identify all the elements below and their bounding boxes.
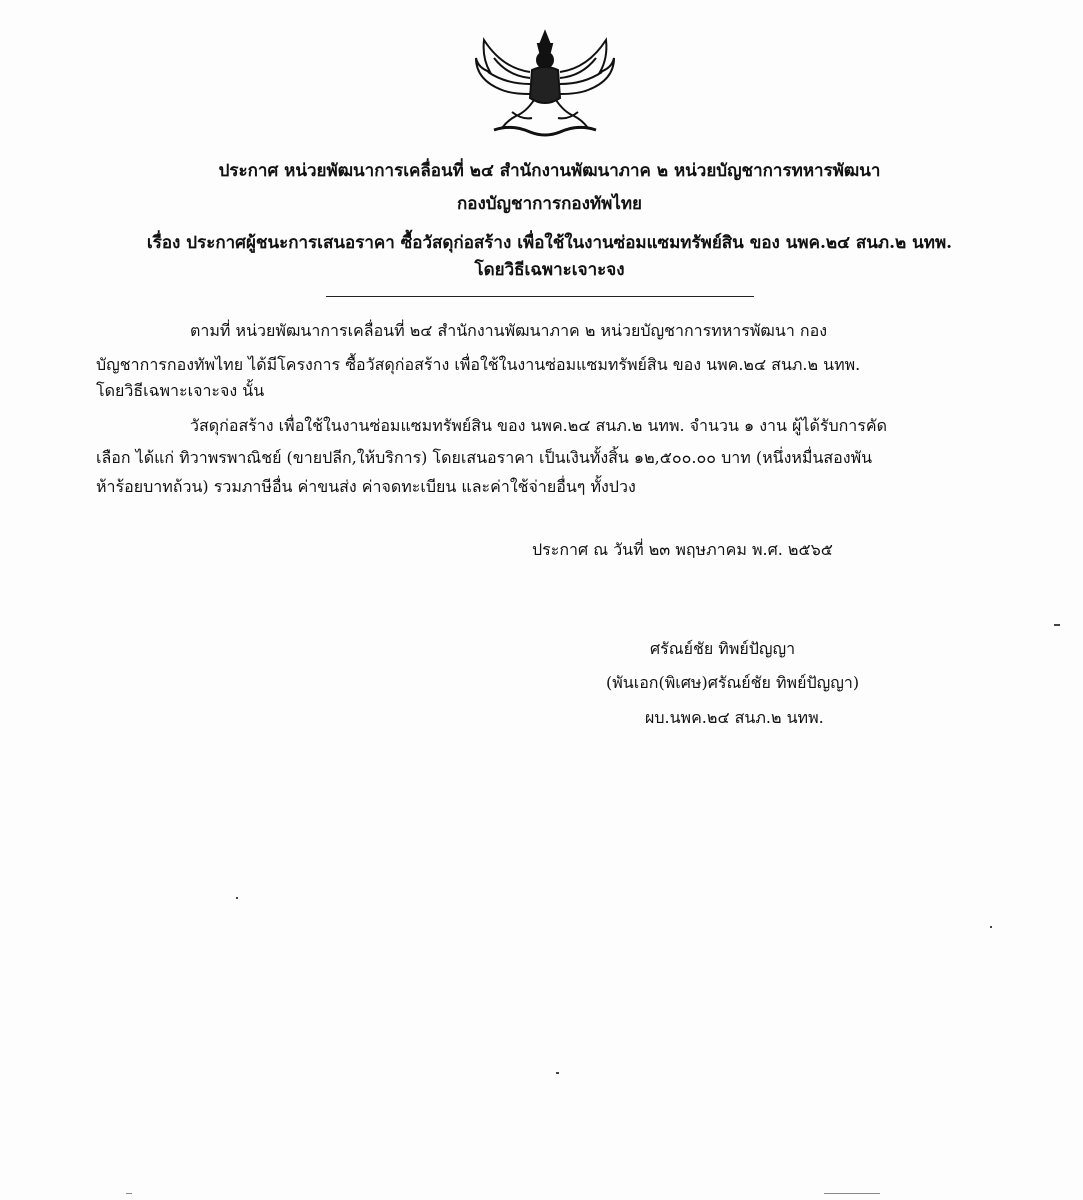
signature-rank-name: (พันเอก(พิเศษ)ศรัณย์ชัย ทิพย์ปัญญา) — [606, 673, 860, 692]
body-line-5: เลือก ได้แก่ ทิวาพรพาณิชย์ (ขายปลีก,ให้บริการ) โดยเสนอราคา เป็นเงินทั้งสิ้น ๑๒,๕๐๐.๐๐ บาท (หนึ่งหมื่นสองพัน — [96, 448, 873, 467]
scan-speck — [236, 897, 238, 899]
body-line-1: ตามที่ หน่วยพัฒนาการเคลื่อนที่ ๒๔ สำนักงานพัฒนาภาค ๒ หน่วยบัญชาการทหารพัฒนา กอง — [190, 321, 827, 340]
scan-speck — [556, 1072, 559, 1074]
body-line-4: วัสดุก่อสร้าง เพื่อใช้ในงานซ่อมแซมทรัพย์สิน ของ นพค.๒๔ สนภ.๒ นทพ. จำนวน ๑ งาน ผู้ได้รับการคัด — [190, 416, 887, 435]
title-line-1: ประกาศ หน่วยพัฒนาการเคลื่อนที่ ๒๔ สำนักงานพัฒนาภาค ๒ หน่วยบัญชาการทหารพัฒนา — [218, 161, 881, 181]
scan-speck — [990, 926, 992, 928]
body-line-3: โดยวิธีเฉพาะเจาะจง นั้น — [96, 381, 265, 400]
signature-name: ศรัณย์ชัย ทิพย์ปัญญา — [650, 639, 796, 658]
title-divider — [326, 296, 754, 297]
scan-speck — [126, 1193, 132, 1194]
scan-speck — [1054, 624, 1060, 626]
body-line-2: บัญชาการกองทัพไทย ได้มีโครงการ ซื้อวัสดุก่อสร้าง เพื่อใช้ในงานซ่อมแซมทรัพย์สิน ของ นพค.๒๔ สนภ.๒ นทพ. — [96, 355, 861, 374]
signature-position: ผบ.นพค.๒๔ สนภ.๒ นทพ. — [645, 708, 824, 727]
title-line-subject: เรื่อง ประกาศผู้ชนะการเสนอราคา ซื้อวัสดุก่อสร้าง เพื่อใช้ในงานซ่อมแซมทรัพย์สิน ของ นพค.๒๔ สนภ.๒ นทพ. — [146, 233, 953, 253]
garuda-emblem-icon — [472, 28, 618, 140]
announcement-date: ประกาศ ณ วันที่ ๒๓ พฤษภาคม พ.ศ. ๒๕๖๕ — [532, 540, 833, 559]
title-line-method: โดยวิธีเฉพาะเจาะจง — [474, 260, 625, 280]
body-line-6: ห้าร้อยบาทถ้วน) รวมภาษีอื่น ค่าขนส่ง ค่าจดทะเบียน และค่าใช้จ่ายอื่นๆ ทั้งปวง — [96, 477, 636, 496]
title-line-2: กองบัญชาการกองทัพไทย — [456, 194, 643, 214]
scan-speck — [824, 1193, 880, 1194]
